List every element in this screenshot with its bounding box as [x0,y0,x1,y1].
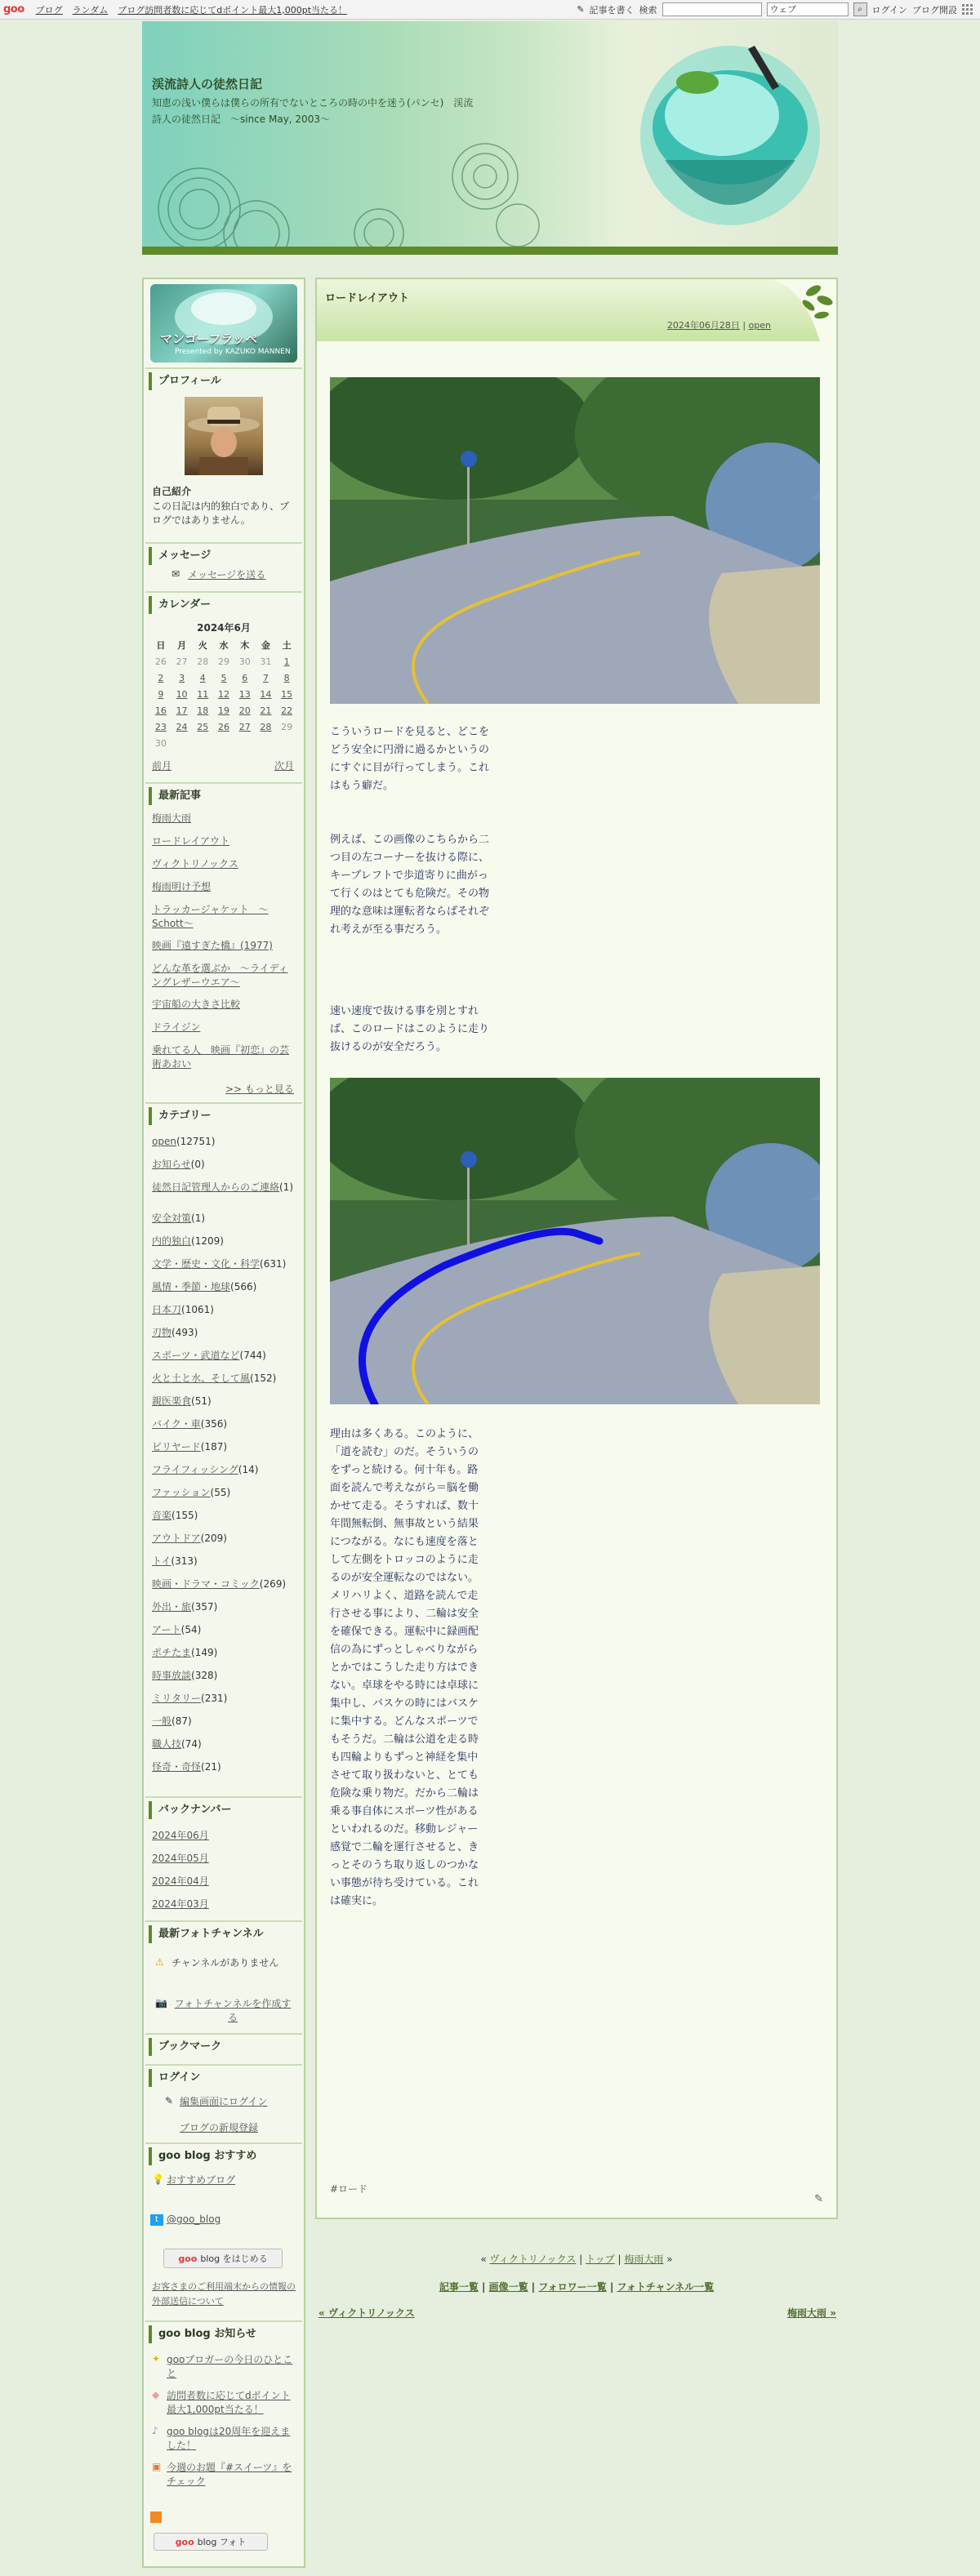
category-count: (328) [191,1670,218,1681]
category-link[interactable]: バイク・車 [152,1418,201,1430]
top-links [36,3,347,16]
calendar-day[interactable]: 3 [179,672,185,683]
search-label: 検索 [639,4,657,16]
backnumber-item[interactable]: 2024年03月 [152,1898,209,1910]
pencil-icon: ✎ [577,4,585,15]
entry-date-link[interactable]: 2024年06月28日 [666,320,740,331]
category-count: (187) [200,1441,228,1453]
category-count: (21) [201,1761,221,1773]
category-item [152,1158,297,1172]
category-link[interactable]: 刃物 [152,1327,172,1338]
recent-item[interactable]: どんな革を選ぶか ～ライディングレザーウエア～ [152,963,288,988]
rss-icon[interactable] [150,2511,162,2523]
category-link[interactable]: 怪奇・奇怪 [152,1761,202,1773]
category-link[interactable]: ミリタリー [152,1693,202,1704]
calendar-day: 30 [238,656,251,667]
info-item[interactable]: 訪問者数に応じてdポイント最大1,000pt当たる！ [167,2390,291,2415]
sidebar-banner[interactable] [150,284,297,363]
calendar-day: 29 [281,721,293,732]
blog-header [142,21,838,255]
search-input[interactable] [662,2,762,16]
pager-prev-link[interactable]: ヴィクトリノックス [489,2253,577,2265]
calendar-week [150,702,297,719]
entry-title[interactable]: ロードレイアウト [325,292,409,305]
follower-list-link[interactable]: フォロワー一覧 [538,2281,607,2293]
category-link[interactable]: 安全対策 [152,1212,192,1224]
info-item[interactable]: gooブロガーの今日のひとこと [167,2354,293,2379]
category-item [152,1395,297,1408]
login-heading: ログイン [149,2069,299,2087]
calendar-day[interactable]: 10 [176,688,188,700]
recommend-blog-link[interactable]: おすすめブログ [167,2174,236,2186]
category-count: (54) [180,1624,202,1635]
category-item [152,1372,297,1386]
pager-next-link[interactable]: 梅雨大雨 [624,2253,664,2265]
recent-item[interactable]: ヴィクトリノックス [152,858,238,870]
sidebar-divider [145,782,302,784]
category-item [152,1181,297,1195]
edit-pen-icon[interactable]: ✎ [814,2193,823,2205]
category-item [152,1577,297,1591]
pencil-icon: ✎ [165,2095,174,2107]
backnumber-item[interactable]: 2024年05月 [152,1853,209,1864]
calendar-weekdays [150,637,297,653]
category-link[interactable]: 親医楽食 [152,1395,192,1407]
info-item[interactable]: 今週のお題『#スイーツ』をチェック [167,2462,292,2487]
calendar-day[interactable]: 27 [238,721,251,732]
profile-heading: プロフィール [149,372,299,390]
sidebar-divider [145,2064,302,2066]
calendar-day[interactable]: 4 [199,672,206,683]
apps-grid-icon[interactable] [962,4,973,16]
entry-header [317,279,836,341]
calendar-icon: ▣ [152,2461,162,2472]
login-link[interactable]: ログイン [871,4,907,16]
category-item [152,1303,297,1317]
category-count: (149) [191,1647,218,1658]
category-link[interactable]: 風情・季節・地球 [152,1281,231,1292]
send-message-link[interactable]: メッセージを送る [188,569,266,581]
category-item [152,1509,297,1523]
start-blog-button[interactable] [163,2249,283,2268]
image-list-link[interactable]: 画像一覧 [488,2281,528,2293]
category-item [152,1760,297,1774]
calendar-day[interactable]: 22 [281,705,293,716]
next-entry-link[interactable]: 梅雨大雨 » [787,2307,836,2319]
category-count: (209) [200,1533,227,1544]
calendar-week [150,653,297,670]
goo-logo-icon: goo [178,2253,198,2264]
sidebar-divider [145,542,302,544]
category-count: (155) [172,1510,198,1521]
road-photo-with-line[interactable] [330,1078,820,1404]
calendar-day[interactable]: 9 [158,688,164,700]
start-blog-label: blog をはじめる [200,2253,268,2264]
twitter-link[interactable]: @goo_blog [167,2213,221,2225]
calendar-day[interactable]: 1 [283,656,290,667]
calendar-heading: カレンダー [149,596,299,614]
category-link[interactable]: 職人技 [152,1738,182,1750]
recent-item[interactable]: ロードレイアウト [152,835,230,847]
entry-paragraph: 理由は多くある。このように、「道を読む」のだ。そういうのをずっと続ける。何十年も。路面を読んで考えながら＝脳を働かせて走る。そうすれば、数十年間無転倒、無事故という結果につながる。なにも速度を落として左側をトロッコのように走るのが安全運転なのではない。メリハリよく、道路を読んで走行させる事により、二輪は安全を確保できる。運転中に録画配信の為にずっとしゃべりながらとかではこうした走り方はできない。卓球をやる時には卓球に集中し、バスケの時にはバスケに集中する。どんなスポーツでもそうだ。二輪は公道を走る時も四輪よりもずっと神経を集中させて取り扱わないと、とても危険な乗り物だ。だから二輪は乗る事自体にスポーツ性があるといわれるのだ。移動レジャー感覚で二輪を運行させると、きっとそのうち取り返しのつかない事態が待ち受けている。これは確実に。 [330,1428,479,1907]
recent-item[interactable]: 乗れてる人 映画『初恋』の芸術あおい [152,1044,290,1070]
goo-logo[interactable]: goo [3,3,24,16]
category-count: (313) [171,1555,198,1567]
category-item [152,1212,297,1226]
calendar-day[interactable]: 20 [238,705,251,716]
calendar-week [150,719,297,735]
category-count: (152) [250,1373,277,1384]
calendar-day: 29 [217,656,229,667]
category-link[interactable]: お知らせ [152,1159,191,1170]
gift-icon: ◆ [152,2389,160,2400]
category-link[interactable]: ビリヤード [152,1441,201,1453]
top-bar [0,0,980,20]
category-link[interactable]: 内的独白 [152,1235,192,1247]
category-link[interactable]: アート [152,1624,181,1635]
category-link[interactable]: スポーツ・武道など [152,1350,240,1361]
sidebar-divider [145,1920,302,1922]
category-link[interactable]: 火と土と水、そして風 [152,1373,251,1384]
weekday: 土 [282,640,292,651]
category-link[interactable]: 徒然日記管理人からのご連絡 [152,1181,280,1193]
info-item[interactable]: goo blogは20周年を迎えました！ [167,2426,291,2451]
category-link[interactable]: アウトドア [152,1533,201,1544]
calendar-day[interactable]: 14 [260,688,272,700]
write-article-link[interactable]: 記事を書く [589,4,635,16]
entry-paragraph: 例えば、この画像のこちらから二つ目の左コーナーを抜ける際に、キープレフトで歩道寄りに曲がって行くのはとても危険だ。その物理的な意味は運転者ならばそれぞれ考えが至る事だろう。 [330,834,490,936]
search-button[interactable] [853,2,867,16]
calendar-week [150,686,297,702]
calendar-day[interactable]: 24 [176,721,188,732]
calendar-week [150,735,297,751]
weekday: 火 [198,640,207,651]
category-count: (55) [210,1487,231,1498]
entry-tag[interactable]: #ロード [330,2183,368,2195]
calendar-day[interactable]: 28 [260,721,272,732]
sidebar-divider [145,367,302,369]
category-link[interactable]: フライフィッシング [152,1464,238,1475]
prev-entry-label: ヴィクトリノックス [327,2307,415,2319]
calendar-day[interactable]: 2 [158,672,164,683]
lightbulb-icon: 💡 [152,2173,164,2185]
category-count: (566) [230,1281,257,1292]
category-link[interactable]: 外出・旅 [152,1601,192,1613]
category-count: (1061) [181,1304,214,1315]
self-intro-text: この日記は内的独白であり、ブログではありません。 [152,501,290,526]
category-item [152,1532,297,1546]
recent-item[interactable]: 梅雨明け予想 [152,881,212,892]
self-intro-label: 自己紹介 [152,486,192,497]
list-links: 記事一覧 | 画像一覧 | フォロワー一覧 | フォトチャンネル一覧 [439,2281,715,2293]
article-list-link[interactable]: 記事一覧 [439,2281,479,2293]
category-item [152,1440,297,1454]
goo-logo-icon: goo [175,2536,194,2547]
top-link-random[interactable]: ランダム [72,4,109,16]
calendar-day[interactable]: 18 [197,705,209,716]
category-item [152,1555,297,1568]
category-count: (631) [260,1258,287,1270]
category-link[interactable]: 一般 [152,1715,172,1727]
calendar-day[interactable]: 17 [176,705,188,716]
recent-item[interactable]: ドライジン [152,1021,201,1033]
backnumber-item[interactable]: 2024年06月 [152,1830,209,1841]
sidebar-divider [145,2142,302,2144]
calendar-day[interactable]: 5 [220,672,227,683]
weekday: 日 [156,640,166,651]
sidebar-divider [145,1102,302,1104]
category-count: (12751) [176,1136,216,1147]
calendar-day[interactable]: 12 [217,688,229,700]
search-icon: ⌕ [858,5,862,14]
backnumber-heading: バックナンバー [149,1801,299,1819]
create-photo-channel-link[interactable]: フォトチャンネルを作成する [174,1998,292,2023]
category-link[interactable]: 音楽 [152,1510,172,1521]
category-item [152,1737,297,1751]
weekday: 木 [240,640,250,651]
photo-channel-heading: 最新フォトチャンネル [149,1925,299,1943]
category-link[interactable]: ファッション [152,1487,211,1498]
header-bottom-bar [142,247,838,255]
category-link[interactable]: 時事放談 [152,1670,192,1681]
category-item [152,1135,297,1149]
open-blog-link[interactable]: ブログ開設 [912,4,957,16]
calendar-day[interactable]: 15 [281,688,293,700]
photo-channel-none: チャンネルがありません [172,1957,279,1969]
category-item [152,1235,297,1248]
message-heading: メッセージ [149,547,299,565]
calendar-day[interactable]: 21 [260,705,272,716]
category-item [152,1715,297,1728]
avatar[interactable] [185,397,263,475]
recent-more-link[interactable]: >> もっと見る [225,1083,294,1095]
calendar-prev-month[interactable]: 前月 [152,760,172,772]
recent-item[interactable]: トラッカージャケット ～Schott～ [152,904,269,929]
recent-heading: 最新記事 [149,787,299,805]
category-link[interactable]: トイ [152,1555,172,1567]
category-item [152,1486,297,1500]
category-item [152,1623,297,1637]
calendar-day: 27 [176,656,188,667]
note-icon: ♪ [152,2425,158,2436]
category-item [152,1600,297,1614]
shaved-ice-glass [632,38,828,242]
category-item [152,1257,297,1271]
category-item [152,1692,297,1706]
category-count: (0) [190,1159,205,1170]
category-count: (356) [200,1418,228,1430]
category-item [152,1280,297,1294]
calendar-day[interactable]: 25 [197,721,209,732]
category-count: (1) [191,1212,206,1224]
category-count: (1209) [191,1235,224,1247]
weekday: 水 [219,640,229,651]
search-scope-select[interactable]: ウェブ [767,2,849,16]
twitter-icon: t [150,2214,163,2226]
sidebar [142,278,305,2568]
calendar-day: 31 [260,656,272,667]
top-right-tools [577,2,973,16]
category-count: (87) [172,1715,192,1727]
category-count: (231) [201,1693,228,1704]
category-item [152,1349,297,1363]
road-photo[interactable] [330,377,820,704]
calendar-month: 2024年6月 [197,622,251,634]
calendar-day[interactable]: 19 [217,705,229,716]
category-count: (493) [172,1327,198,1338]
pager-top-link[interactable]: トップ [586,2253,615,2265]
category-link[interactable]: open [152,1136,176,1147]
category-item [152,1326,297,1340]
category-link[interactable]: 日本刀 [152,1304,182,1315]
recommend-heading: goo blog おすすめ [149,2147,299,2165]
recent-item[interactable]: 映画『遠すぎた橋』(1977) [152,940,273,951]
entry-meta: 2024年06月28日 | open [666,320,771,331]
calendar-day[interactable]: 7 [262,672,269,683]
sidebar-divider [145,2320,302,2322]
recent-item[interactable]: 宇宙船の大きさ比較 [152,999,241,1010]
category-count: (51) [191,1395,212,1407]
entry-category-link[interactable]: open [748,320,771,331]
top-link-campaign[interactable]: ブログ訪問者数に応じてdポイント最大1,000pt当たる！ [118,4,348,16]
edit-login-link[interactable]: 編集画面にログイン [180,2096,268,2107]
category-count: (744) [239,1350,266,1361]
calendar-day[interactable]: 16 [154,705,167,716]
weekday: 金 [261,640,270,651]
external-send-notice-link[interactable]: お客さまのご利用端末からの情報の外部送信について [152,2281,296,2307]
goo-blog-photo-label: blog フォト [197,2537,247,2547]
bookmark-heading: ブックマーク [149,2038,299,2056]
backnumber-item[interactable]: 2024年04月 [152,1875,209,1887]
sidebar-divider [145,1796,302,1798]
info-heading: goo blog お知らせ [149,2325,299,2343]
category-link[interactable]: ポチたま [152,1647,192,1658]
warning-icon: ⚠ [155,1956,164,1968]
photo-channel-list-link[interactable]: フォトチャンネル一覧 [617,2281,715,2293]
calendar-day[interactable]: 23 [154,721,167,732]
category-item [152,1417,297,1431]
category-item [152,1646,297,1660]
sidebar-divider [145,2033,302,2035]
calendar-day[interactable]: 13 [238,688,251,700]
category-count: (357) [191,1601,218,1613]
category-count: (269) [259,1578,287,1590]
category-link[interactable]: 映画・ドラマ・コミック [152,1578,260,1590]
categories-heading: カテゴリー [149,1107,299,1125]
category-count: (14) [238,1464,259,1475]
calendar-week [150,670,297,686]
banner-title: マンゴーフラッペ [160,331,257,346]
category-count: (74) [181,1738,202,1750]
goo-blog-photo-button[interactable] [154,2533,268,2551]
calendar-day[interactable]: 11 [197,688,209,700]
sparkle-icon: ✦ [152,2353,161,2365]
sidebar-divider [145,591,302,593]
register-blog-link[interactable]: ブログの新規登録 [180,2122,259,2133]
category-count: (1) [279,1181,294,1193]
calendar-grid [150,637,297,751]
calendar-day: 30 [154,737,167,749]
top-link-blog[interactable]: ブログ [35,4,63,16]
leaf-decoration-icon [771,279,836,341]
calendar-day: 28 [197,656,209,667]
calendar-day[interactable]: 6 [242,672,248,683]
entry-paragraph: こういうロードを見ると、どこをどう安全に円滑に過るかというのにすぐに目が行ってしまう。これはもう癖だ。 [330,726,490,792]
category-link[interactable]: 文学・歴史・文化・科学 [152,1258,261,1270]
banner-subtitle: Presented by KAZUKO MANNEN [175,348,291,356]
blog-description: 知恵の浅い僕らは僕らの所有でないところの時の中を迷う(パンセ) 渓流詩人の徒然日記 ～since May, 2003～ [152,97,474,125]
mail-icon: ✉ [172,568,180,580]
blog-title[interactable]: 渓流詩人の徒然日記 [152,77,263,91]
weekday: 月 [177,640,187,651]
calendar-next-month[interactable]: 次月 [274,760,295,772]
calendar-day: 26 [154,656,167,667]
entry-pager: « ヴィクトリノックス | トップ | 梅雨大雨 » [480,2253,673,2265]
next-entry-label: 梅雨大雨 [787,2307,827,2319]
calendar-day[interactable]: 26 [217,721,229,732]
recent-item[interactable]: 梅雨大雨 [152,812,192,824]
category-item [152,1463,297,1477]
camera-icon: 📷 [155,1997,167,2009]
prev-entry-link[interactable]: « ヴィクトリノックス [318,2307,415,2319]
calendar-day[interactable]: 8 [283,672,290,683]
category-item [152,1669,297,1683]
entry-paragraph: 速い速度で抜ける事を別とすれば、このロードはこのように走り抜けるのが安全だろう。 [330,1005,490,1053]
entry-panel [315,278,838,2219]
